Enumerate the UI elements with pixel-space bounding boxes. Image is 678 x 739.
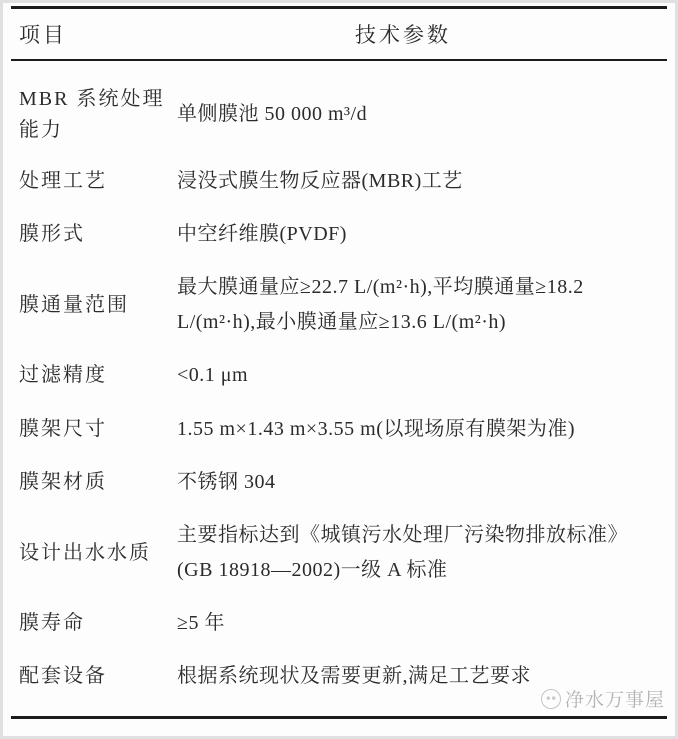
row-value: 中空纤维膜(PVDF) xyxy=(177,223,347,245)
row-label: 膜形式 xyxy=(19,223,85,245)
table-row xyxy=(3,650,675,703)
row-label: 过滤精度 xyxy=(19,364,107,387)
row-value: 最大膜通量应≥22.7 L/(m²·h),平均膜通量≥18.2 L/(m²·h),最小膜通量应≥13.6 L/(m²·h) xyxy=(177,276,584,334)
row-value: ≥5 年 xyxy=(177,612,225,635)
row-value: 不锈钢 304 xyxy=(177,470,276,493)
row-label: 膜架尺寸 xyxy=(19,417,107,440)
table-row xyxy=(3,155,675,208)
row-value: 浸没式膜生物反应器(MBR)工艺 xyxy=(177,169,463,192)
row-label: 设计出水水质 xyxy=(19,541,151,564)
row-label: 膜寿命 xyxy=(19,612,85,635)
row-label: 膜通量范围 xyxy=(19,293,129,316)
table-body xyxy=(3,61,675,716)
row-label: MBR 系统处理能力 xyxy=(19,87,165,141)
row-label: 膜架材质 xyxy=(19,470,107,493)
row-value: <0.1 μm xyxy=(177,364,249,387)
header-params-column: 技术参数 xyxy=(355,23,451,47)
table-header-row xyxy=(3,9,675,59)
row-label: 配套设备 xyxy=(19,665,107,688)
table-row xyxy=(3,208,675,261)
table-row xyxy=(3,403,675,456)
table-row xyxy=(3,597,675,650)
watermark-text: 净水万事屋 xyxy=(564,690,665,711)
table-row xyxy=(3,261,675,349)
row-value: 主要指标达到《城镇污水处理厂污染物排放标准》(GB 18918—2002)一级 A 标准 xyxy=(177,524,628,582)
table-row xyxy=(3,349,675,402)
table-bottom-rule xyxy=(11,716,667,719)
row-value: 1.55 m×1.43 m×3.55 m(以现场原有膜架为准) xyxy=(177,417,576,440)
row-value: 根据系统现状及需要更新,满足工艺要求 xyxy=(177,665,531,688)
table-row xyxy=(3,509,675,597)
table-row xyxy=(3,456,675,509)
row-label: 处理工艺 xyxy=(19,169,107,192)
table-row xyxy=(3,75,675,155)
row-value: 单侧膜池 50 000 m³/d xyxy=(177,103,368,126)
header-item-column: 项目 xyxy=(19,23,67,47)
